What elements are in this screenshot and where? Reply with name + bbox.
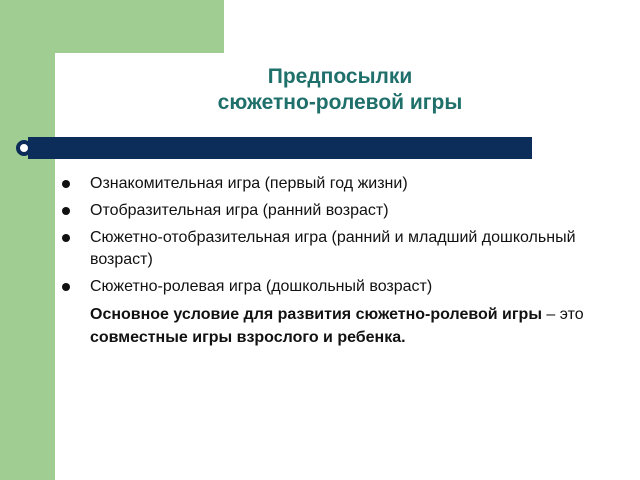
bullet-text: Ознакомительная игра (первый год жизни) [90,175,408,192]
slide-content [56,173,616,349]
note-bold-end: совместные игры взрослого и ребенка. [90,329,406,346]
title-divider-bar [28,137,532,159]
bullet-icon [62,234,70,242]
bullet-text: Отобразительная игра (ранний возраст) [90,202,389,219]
bullet-text: Сюжетно-отобразительная игра (ранний и младший дошкольный возраст) [90,229,576,268]
left-green-bar [0,0,55,480]
slide-title [140,64,540,116]
note-middle: – это [541,306,584,323]
key-condition-note [56,303,616,349]
rounded-corner-decoration [55,53,115,113]
bullet-item [56,276,616,298]
bullet-list [56,173,616,298]
title-line-2: сюжетно-ролевой игры [217,91,463,114]
divider-circle-cap [16,140,32,156]
bullet-text: Сюжетно-ролевая игра (дошкольный возраст) [90,278,433,295]
bullet-icon [62,180,70,188]
bullet-item [56,200,616,222]
top-green-block [0,0,224,53]
note-bold-start: Основное условие для развития сюжетно-ролевой игры [90,306,542,323]
bullet-icon [62,207,70,215]
bullet-icon [62,283,70,291]
title-line-1: Предпосылки [267,65,413,88]
bullet-item [56,173,616,195]
bullet-item [56,227,616,271]
